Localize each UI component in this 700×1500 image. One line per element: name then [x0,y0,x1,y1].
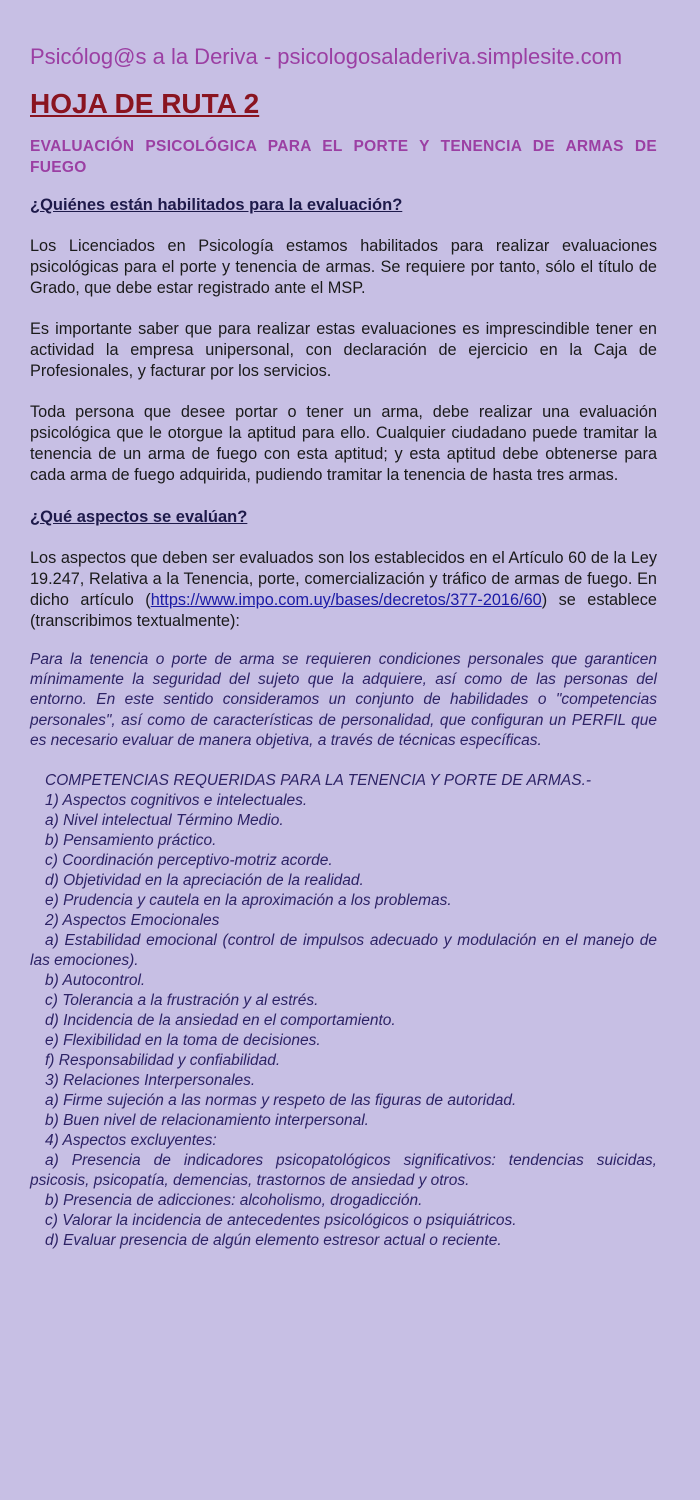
list-item: b) Buen nivel de relacionamiento interpersonal. [45,1112,369,1130]
list-item: 3) Relaciones Interpersonales. [45,1072,256,1090]
page-title: HOJA DE RUTA 2 [30,88,260,119]
law-intro-text: Los aspectos que deben ser evaluados son los establecidos en el Artículo 60 de la Ley 19.247, Relativa a la Tenencia, porte, comercialización y tráfico de armas de fuego. En dicho artículo ( [30,549,657,609]
list-item: d) Objetividad en la apreciación de la realidad. [45,872,364,890]
list-item: e) Flexibilidad en la toma de decisiones. [45,1032,321,1050]
list-item: a) Firme sujeción a las normas y respeto de las figuras de autoridad. [45,1092,517,1110]
law-intro-after-text: ) se establece (transcribimos textualmente): [30,591,657,630]
quoted-profile-paragraph: Para la tenencia o porte de arma se requieren condiciones personales que garanticen mínimamente la seguridad del sujeto que la adquiere, así como de las personas del entorno. En este sentido consideramos un conjunto de habilidades o "competencias personales", así como de características de personalidad, que configuran un PERFIL que es necesario evaluar de manera objetiva, a través de técnicas específicas. [30,651,657,749]
list-item: 2) Aspectos Emocionales [45,912,220,930]
list-item: c) Coordinación perceptivo-motriz acorde. [45,852,333,870]
list-item: a) Nivel intelectual Término Medio. [45,812,284,830]
list-item: d) Evaluar presencia de algún elemento estresor actual o reciente. [45,1232,502,1250]
paragraph-law-article [30,548,657,632]
paragraph-licensed: Los Licenciados en Psicología estamos habilitados para realizar evaluaciones psicológicas para el porte y tenencia de armas. Se requiere por tanto, sólo el título de Grado, que debe estar registrado ante el MSP. [30,237,657,297]
list-item: a) Presencia de indicadores psicopatológicos significativos: tendencias suicidas, psicosis, psicopatía, demencias, trastornos de ansiedad y otros. [30,1152,657,1190]
list-item: 4) Aspectos excluyentes: [45,1132,217,1150]
site-header: Psicólog@s a la Deriva - psicologosaladeriva.simplesite.com [30,44,623,69]
section-heading-aspects: ¿Qué aspectos se evalúan? [30,508,248,526]
list-item: d) Incidencia de la ansiedad en el comportamiento. [45,1012,396,1030]
list-item: COMPETENCIAS REQUERIDAS PARA LA TENENCIA Y PORTE DE ARMAS.- [45,772,592,790]
list-item: e) Prudencia y cautela en la aproximación a los problemas. [45,892,452,910]
list-item: b) Presencia de adicciones: alcoholismo, drogadicción. [45,1192,423,1210]
list-item: 1) Aspectos cognitivos e intelectuales. [45,792,308,810]
list-item: b) Pensamiento práctico. [45,832,217,850]
competencies-list [30,771,657,1251]
law-article-link[interactable]: https://www.impo.com.uy/bases/decretos/377-2016/60 [150,591,542,609]
section-heading-qualified: ¿Quiénes están habilitados para la evaluación? [30,196,403,214]
list-item: c) Valorar la incidencia de antecedentes psicológicos o psiquiátricos. [45,1212,517,1230]
list-item: c) Tolerancia a la frustración y al estrés. [45,992,319,1010]
list-item: b) Autocontrol. [45,972,146,990]
paragraph-requirements: Es importante saber que para realizar estas evaluaciones es imprescindible tener en actividad la empresa unipersonal, con declaración de ejercicio en la Caja de Profesionales, y facturar por los servicios. [30,320,657,380]
list-item: a) Estabilidad emocional (control de impulsos adecuado y modulación en el manejo de las emociones). [30,932,657,970]
subtitle: EVALUACIÓN PSICOLÓGICA PARA EL PORTE Y TENENCIA DE ARMAS DE FUEGO [30,138,657,176]
paragraph-citizens: Toda persona que desee portar o tener un arma, debe realizar una evaluación psicológica que le otorgue la aptitud para ello. Cualquier ciudadano puede tramitar la tenencia de un arma de fuego con esta aptitud; y esta aptitud debe obtenerse para cada arma de fuego adquirida, pudiendo tramitar la tenencia de hasta tres armas. [30,403,657,484]
list-item: f) Responsabilidad y confiabilidad. [45,1052,281,1070]
